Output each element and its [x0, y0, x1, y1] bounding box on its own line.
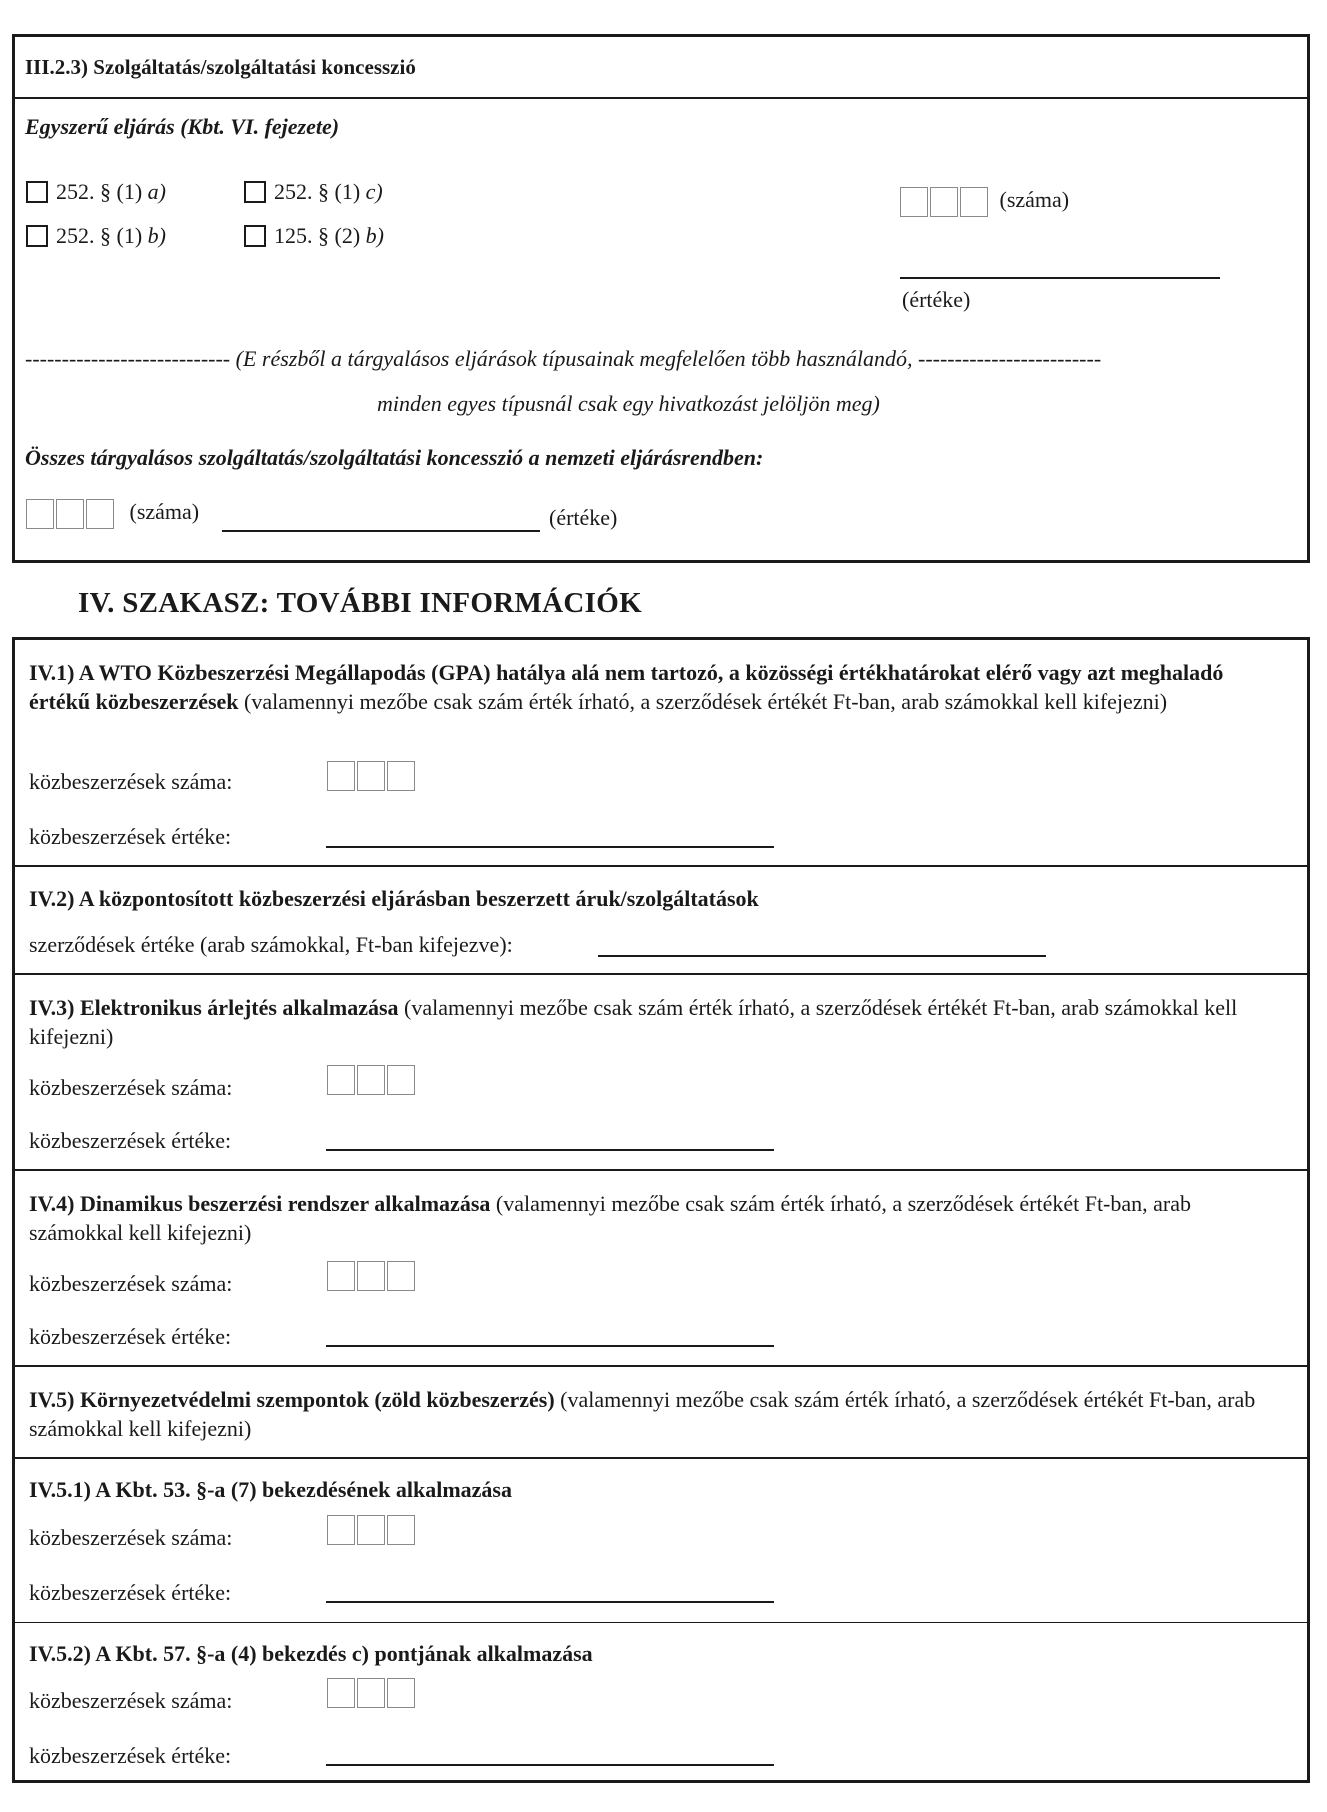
count-label: közbeszerzések száma:: [29, 1271, 233, 1296]
iv1-note: (valamennyi mezőbe csak szám érték írható, a szerződések értékét Ft-ban, arab számokkal kell kifejezni): [238, 689, 1168, 714]
total-value-label: (értéke): [549, 505, 618, 530]
value-label: (értéke): [902, 287, 971, 312]
value-label: közbeszerzések értéke:: [29, 1743, 232, 1768]
section-iv-heading: IV. SZAKASZ: TOVÁBBI INFORMÁCIÓK: [78, 587, 642, 619]
note-line-1: ---------------------------- (E részből a tárgyalásos eljárások típusainak megfelelően több használandó, -------------------------: [25, 346, 1102, 371]
section-title: III.2.3) Szolgáltatás/szolgáltatási koncesszió: [25, 55, 416, 79]
checkbox-label-letter: c): [365, 179, 383, 204]
count-label: közbeszerzések száma:: [29, 1688, 233, 1713]
count-label: közbeszerzések száma:: [29, 1075, 233, 1100]
checkbox-label-num: 252. § (1): [274, 179, 366, 204]
digit-boxes[interactable]: [26, 499, 114, 529]
iv4-title: IV.4) Dinamikus beszerzési rendszer alkalmazása: [29, 1191, 491, 1216]
iv1-row: [15, 640, 1307, 867]
value-label: közbeszerzések értéke:: [29, 1580, 232, 1605]
section-iii-2-3-title-row: [15, 37, 1307, 99]
total-count-field[interactable]: [26, 497, 199, 529]
iv2-value-label: szerződések értéke (arab számokkal, Ft-ban kifejezve):: [29, 932, 513, 957]
checkbox-icon[interactable]: [244, 181, 266, 203]
checkbox-label-letter: b): [147, 223, 166, 248]
iv5-title: IV.5) Környezetvédelmi szempontok (zöld közbeszerzés): [29, 1387, 555, 1412]
checkbox-label-letter: b): [365, 223, 384, 248]
value-input-line[interactable]: [326, 1149, 774, 1151]
count-label: közbeszerzések száma:: [29, 1525, 233, 1550]
value-input-line[interactable]: [326, 1601, 774, 1603]
iv5-1-title: IV.5.1) A Kbt. 53. §-a (7) bekezdésének alkalmazása: [29, 1477, 512, 1502]
iv5-2-row: [15, 1623, 1307, 1783]
value-input-line[interactable]: [900, 277, 1220, 279]
count-digit-boxes[interactable]: [327, 1065, 415, 1095]
note-line-2: minden egyes típusnál csak egy hivatkozást jelöljön meg): [377, 391, 880, 416]
iv1-description: [29, 658, 1287, 716]
total-title: Összes tárgyalásos szolgáltatás/szolgáltatási koncesszió a nemzeti eljárásrendben:: [25, 445, 764, 470]
iv5-row: [15, 1367, 1307, 1459]
checkbox-label-num: 252. § (1): [56, 223, 148, 248]
checkbox-icon[interactable]: [26, 181, 48, 203]
count-digit-boxes[interactable]: [327, 761, 415, 791]
count-digit-boxes[interactable]: [327, 1678, 415, 1708]
iv5-1-row: [15, 1459, 1307, 1623]
section-iii-2-3-body: [15, 99, 1307, 560]
iv3-note: (valamennyi mezőbe csak szám érték írható, a szerződések értékét Ft-ban, arab számokkal kell kifejezni): [29, 995, 1238, 1049]
simple-procedure-subtitle: Egyszerű eljárás (Kbt. VI. fejezete): [25, 114, 340, 139]
checkbox-icon[interactable]: [26, 225, 48, 247]
checkbox-option[interactable]: [244, 177, 383, 206]
value-input-line[interactable]: [326, 1764, 774, 1766]
iv2-title: IV.2) A központosított közbeszerzési eljárásban beszerzett áruk/szolgáltatások: [29, 886, 759, 911]
checkbox-label-num: 125. § (2): [274, 223, 366, 248]
count-field[interactable]: [900, 185, 1069, 217]
value-label: közbeszerzések értéke:: [29, 1324, 232, 1349]
value-input-line[interactable]: [326, 846, 774, 848]
section-iii-2-3-box: [12, 34, 1310, 563]
iv5-2-title: IV.5.2) A Kbt. 57. §-a (4) bekezdés c) pontjának alkalmazása: [29, 1641, 593, 1666]
value-label: közbeszerzések értéke:: [29, 1128, 232, 1153]
iv4-row: [15, 1171, 1307, 1367]
checkbox-label-letter: a): [147, 179, 166, 204]
count-digit-boxes[interactable]: [327, 1261, 415, 1291]
iv4-note: (valamennyi mezőbe csak szám érték írható, a szerződések értékét Ft-ban, arab számokkal kell kifejezni): [29, 1191, 1192, 1245]
value-input-line[interactable]: [326, 1345, 774, 1347]
total-count-label: (száma): [129, 499, 200, 524]
iv4-description: [29, 1189, 1287, 1247]
count-digit-boxes[interactable]: [327, 1515, 415, 1545]
checkbox-icon[interactable]: [244, 225, 266, 247]
digit-boxes[interactable]: [900, 187, 988, 217]
total-value-input-line[interactable]: [222, 530, 540, 532]
value-label: közbeszerzések értéke:: [29, 824, 232, 849]
iv5-description: [29, 1385, 1287, 1443]
count-label: (száma): [999, 187, 1070, 212]
iv3-title: IV.3) Elektronikus árlejtés alkalmazása: [29, 995, 399, 1020]
iv1-title: IV.1) A WTO Közbeszerzési Megállapodás (GPA) hatálya alá nem tartozó, a közösségi értékhatárokat elérő vagy azt meghaladó értékű közbeszerzések: [29, 660, 1224, 714]
checkbox-option[interactable]: [26, 221, 166, 250]
iv3-row: [15, 975, 1307, 1171]
iv2-row: [15, 867, 1307, 975]
count-label: közbeszerzések száma:: [29, 769, 233, 794]
iv5-note: (valamennyi mezőbe csak szám érték írható, a szerződések értékét Ft-ban, arab számokkal kell kifejezni): [29, 1387, 1256, 1441]
checkbox-option[interactable]: [26, 177, 166, 206]
checkbox-label-num: 252. § (1): [56, 179, 148, 204]
checkbox-option[interactable]: [244, 221, 384, 250]
iv2-value-input-line[interactable]: [598, 955, 1046, 957]
section-iv-box: [12, 637, 1310, 1783]
iv3-description: [29, 993, 1287, 1051]
